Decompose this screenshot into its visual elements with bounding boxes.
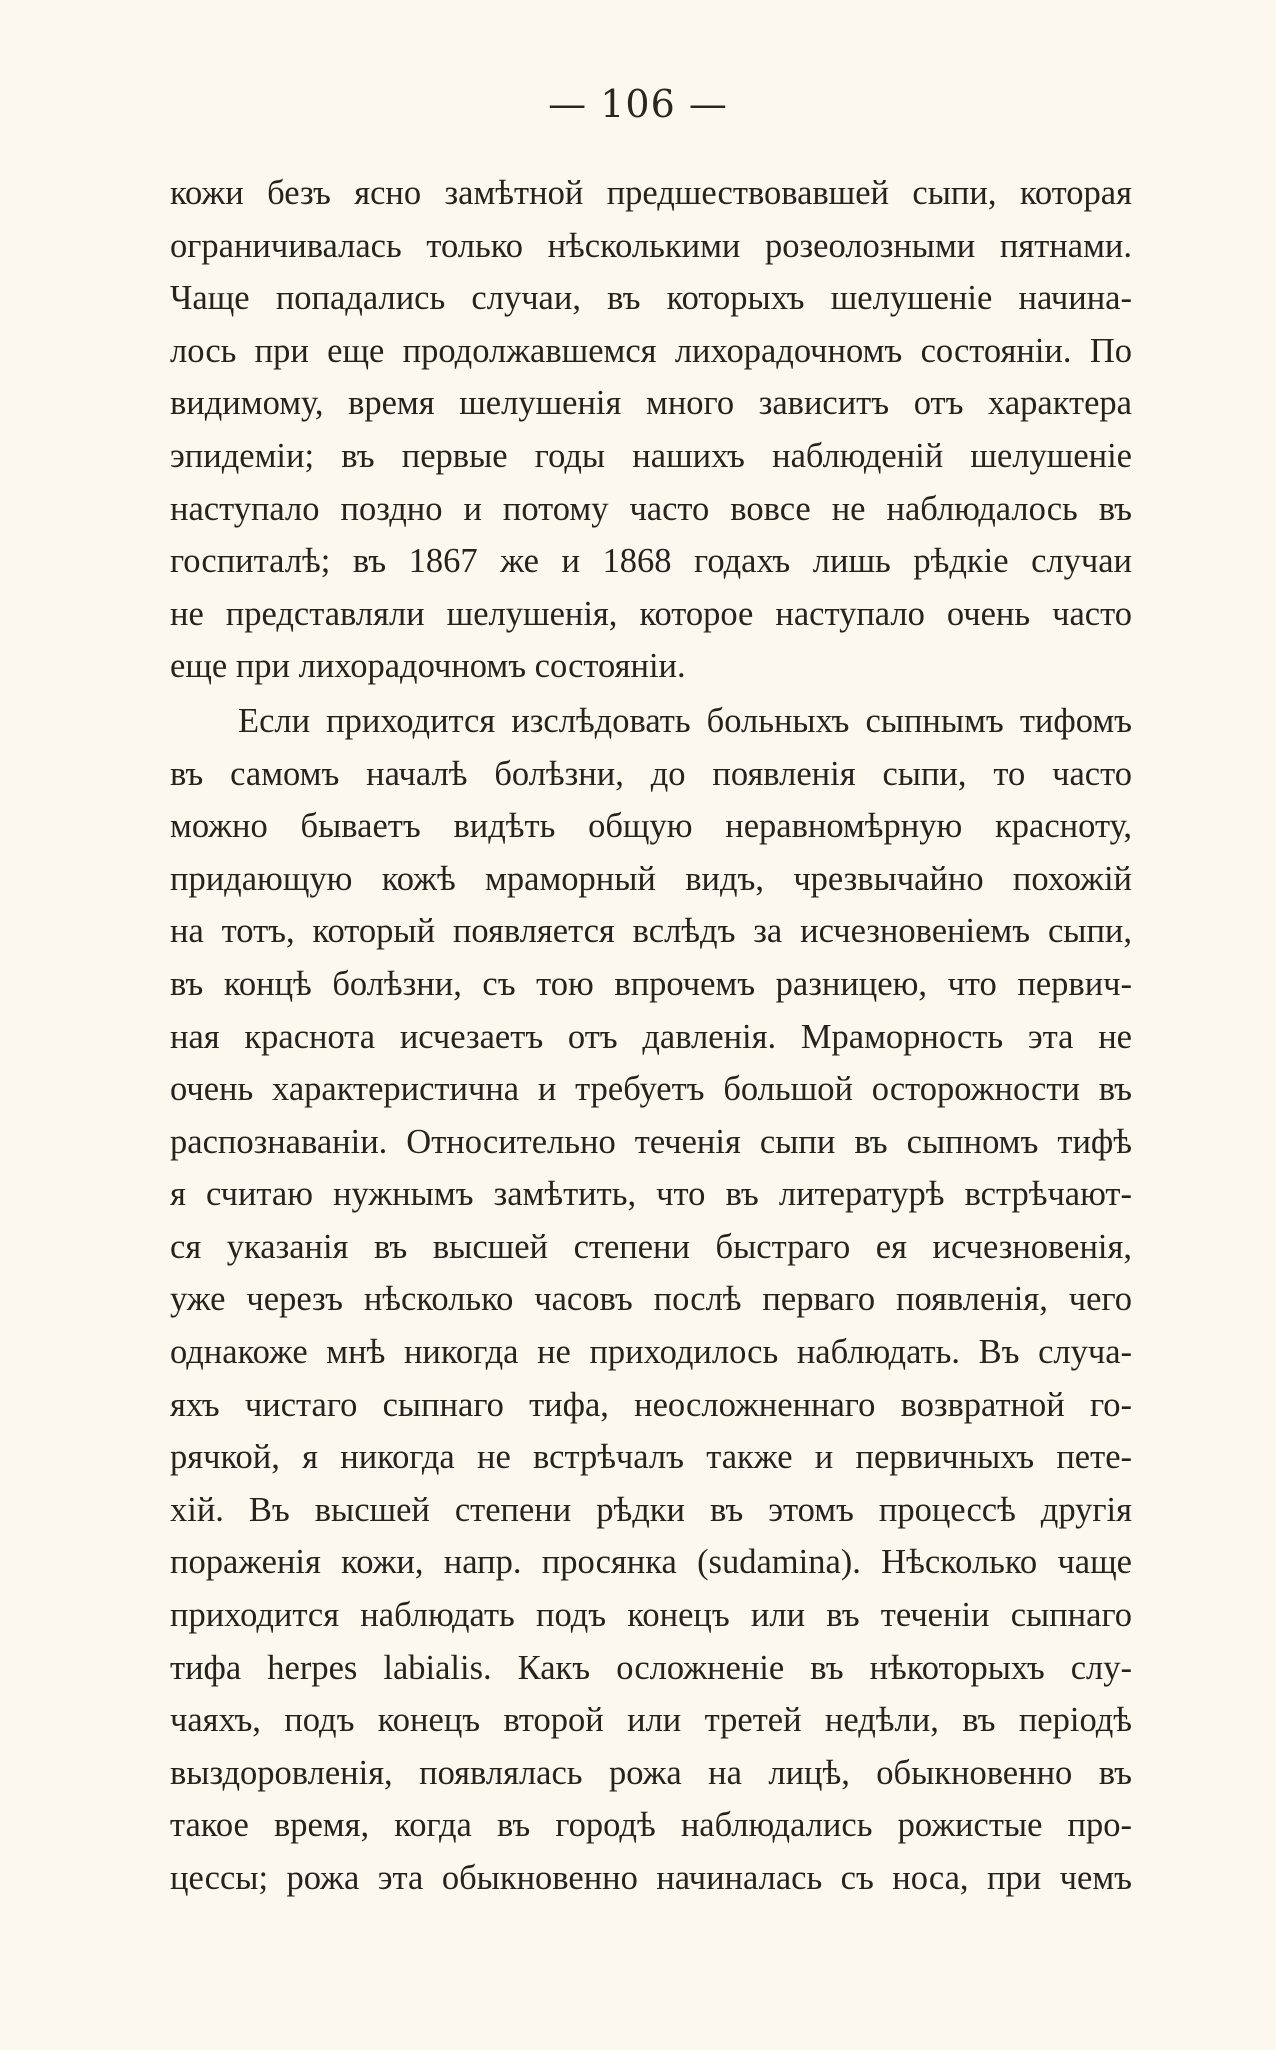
text-line: пораженія кожи, напр. просянка (sudamina). Нѣсколько чаще — [170, 1543, 1132, 1582]
text-line: выздоровленія, появлялась рожа на лицѣ, обыкновенно въ — [170, 1753, 1132, 1792]
text-line: ся указанія въ высшей степени быстраго ея исчезновенія, — [170, 1227, 1132, 1266]
text-line: я считаю нужнымъ замѣтить, что въ литературѣ встрѣчают- — [170, 1175, 1132, 1214]
text-line: госпиталѣ; въ 1867 же и 1868 годахъ лишь рѣдкіе случаи — [170, 542, 1132, 581]
text-line: цессы; рожа эта обыкновенно начиналась съ носа, при чемъ — [170, 1859, 1132, 1897]
text-line: очень характеристична и требуетъ большой осторожности въ — [170, 1070, 1132, 1109]
text-line: не представляли шелушенія, которое наступало очень часто — [170, 594, 1132, 633]
text-line: въ самомъ началѣ болѣзни, до появленія сыпи, то часто — [170, 754, 1132, 793]
text-line: Если приходится изслѣдовать больныхъ сыпнымъ тифомъ — [238, 701, 1132, 740]
text-line: еще при лихорадочномъ состояніи. — [170, 647, 686, 686]
text-line: Чаще попадались случаи, въ которыхъ шелушеніе начина- — [170, 279, 1132, 318]
text-line: придающую кожѣ мраморный видъ, чрезвычайно похожій — [170, 859, 1132, 898]
text-line: распознаваніи. Относительно теченія сыпи въ сыпномъ тифѣ — [170, 1122, 1132, 1161]
text-line: ная краснота исчезаетъ отъ давленія. Мраморность эта не — [170, 1017, 1132, 1056]
text-line: такое время, когда въ городѣ наблюдались рожистые про- — [170, 1806, 1132, 1845]
text-line: рячкой, я никогда не встрѣчалъ также и первичныхъ пете- — [170, 1438, 1132, 1477]
text-line: эпидеміи; въ первые годы нашихъ наблюденій шелушеніе — [170, 436, 1132, 475]
paragraph — [170, 167, 1132, 693]
text-line: лось при еще продолжавшемся лихорадочномъ состояніи. По — [170, 331, 1132, 370]
body-text — [170, 167, 1132, 1905]
text-line: чаяхъ, подъ конецъ второй или третей недѣли, въ періодѣ — [170, 1701, 1132, 1740]
text-line: наступало поздно и потому часто вовсе не наблюдалось въ — [170, 489, 1132, 528]
text-line: хій. Въ высшей степени рѣдки въ этомъ процессѣ другія — [170, 1490, 1132, 1529]
text-line: уже черезъ нѣсколько часовъ послѣ перваго появленія, чего — [170, 1280, 1132, 1319]
text-line: въ концѣ болѣзни, съ тою впрочемъ разницею, что первич- — [170, 964, 1132, 1003]
page-number: — 106 — — [548, 82, 728, 126]
text-line: однакоже мнѣ никогда не приходилось наблюдать. Въ случа- — [170, 1333, 1132, 1372]
text-line: можно бываетъ видѣть общую неравномѣрную красноту, — [170, 807, 1132, 846]
text-line: тифа herpes labialis. Какъ осложненіе въ нѣкоторыхъ слу- — [170, 1648, 1132, 1687]
text-line: видимому, время шелушенія много зависитъ отъ характера — [170, 384, 1132, 423]
text-line: яхъ чистаго сыпнаго тифа, неосложненнаго возвратной го- — [170, 1385, 1132, 1424]
text-line: ограничивалась только нѣсколькими розеолозными пятнами. — [170, 226, 1132, 265]
text-line: на тотъ, который появляется вслѣдъ за исчезновеніемъ сыпи, — [170, 912, 1132, 951]
paragraph — [170, 695, 1132, 1905]
text-line: кожи безъ ясно замѣтной предшествовавшей сыпи, которая — [170, 174, 1132, 212]
text-line: приходится наблюдать подъ конецъ или въ теченіи сыпнаго — [170, 1596, 1132, 1635]
